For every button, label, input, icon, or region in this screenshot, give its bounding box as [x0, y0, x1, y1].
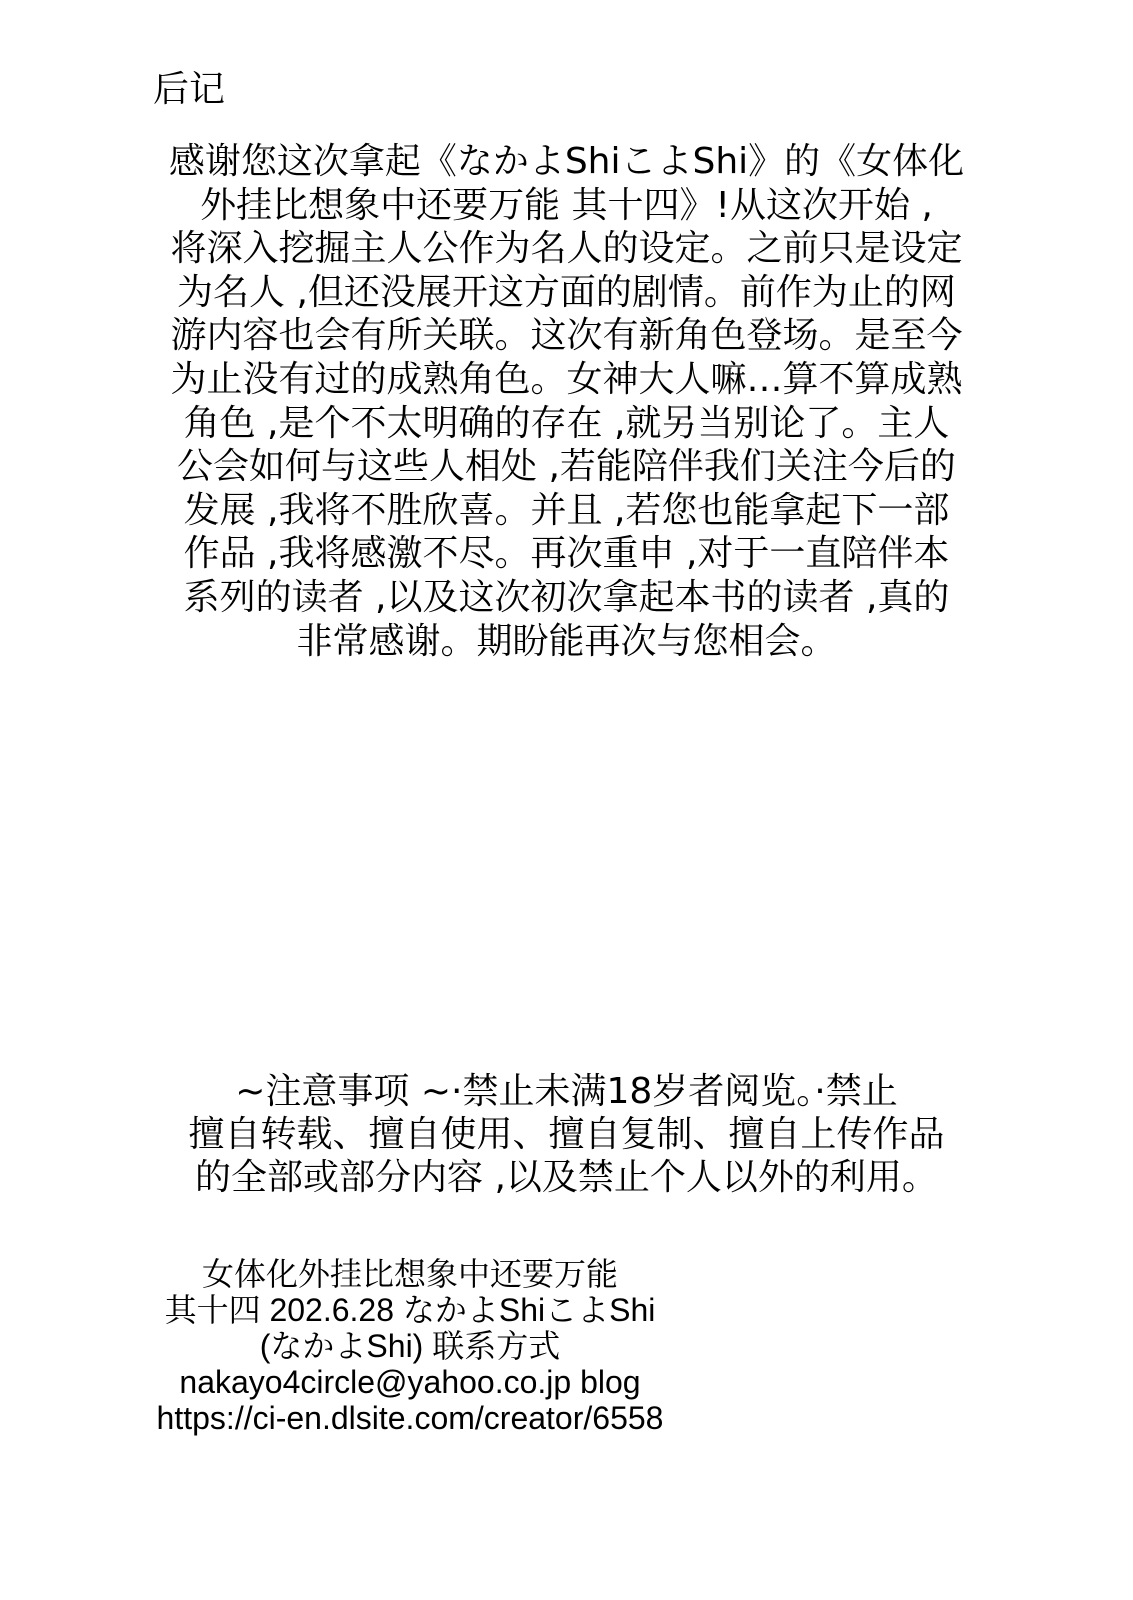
notice-section — [40, 1070, 1093, 1199]
afterword-line: 感谢您这次拿起《なかよShiこよShi》的《女体化 — [168, 141, 965, 182]
colophon-line: https://ci-en.dlsite.com/creator/6558 — [156, 1400, 664, 1436]
afterword-line: 为止没有过的成熟角色。女神大人嘛…算不算成熟 — [170, 358, 963, 400]
afterword-line: 系列的读者 ,以及这次初次拿起本书的读者 ,真的 — [183, 576, 950, 618]
afterword-line: 角色 ,是个不太明确的存在 ,就另当别论了。主人 — [183, 402, 950, 444]
colophon-line: 女体化外挂比想象中还要万能 — [201, 1256, 618, 1292]
afterword-line: 外挂比想象中还要万能 其十四》!从这次开始 , — [200, 184, 933, 226]
notice-line: ~注意事项 ~·禁止未满18岁者阅览。·禁止 — [235, 1071, 898, 1112]
notice-line: 的全部或部分内容 ,以及禁止个人以外的利用。 — [195, 1157, 938, 1198]
colophon-line: nakayo4circle@yahoo.co.jp blog — [179, 1364, 641, 1400]
afterword-line: 将深入挖掘主人公作为名人的设定。之前只是设定 — [170, 228, 963, 270]
colophon-line: (なかよShi) 联系方式 — [259, 1328, 561, 1364]
afterword-line: 游内容也会有所关联。这次有新角色登场。是至今 — [170, 315, 963, 357]
afterword-line: 为名人 ,但还没展开这方面的剧情。前作为止的网 — [177, 271, 956, 313]
afterword-line: 发展 ,我将不胜欣喜。并且 ,若您也能拿起下一部 — [183, 489, 950, 531]
afterword-line: 非常感谢。期盼能再次与您相会。 — [296, 620, 837, 662]
afterword-heading: 后记 — [153, 69, 226, 110]
colophon — [60, 1256, 760, 1436]
colophon-line: 其十四 202.6.28 なかよShiこよShi — [164, 1292, 656, 1328]
afterword-body — [40, 140, 1093, 663]
notice-line: 擅自转载、擅自使用、擅自复制、擅自上传作品 — [188, 1114, 945, 1155]
afterword-line: 作品 ,我将感激不尽。再次重申 ,对于一直陪伴本 — [183, 533, 950, 575]
afterword-line: 公会如何与这些人相处 ,若能陪伴我们关注今后的 — [177, 446, 956, 488]
